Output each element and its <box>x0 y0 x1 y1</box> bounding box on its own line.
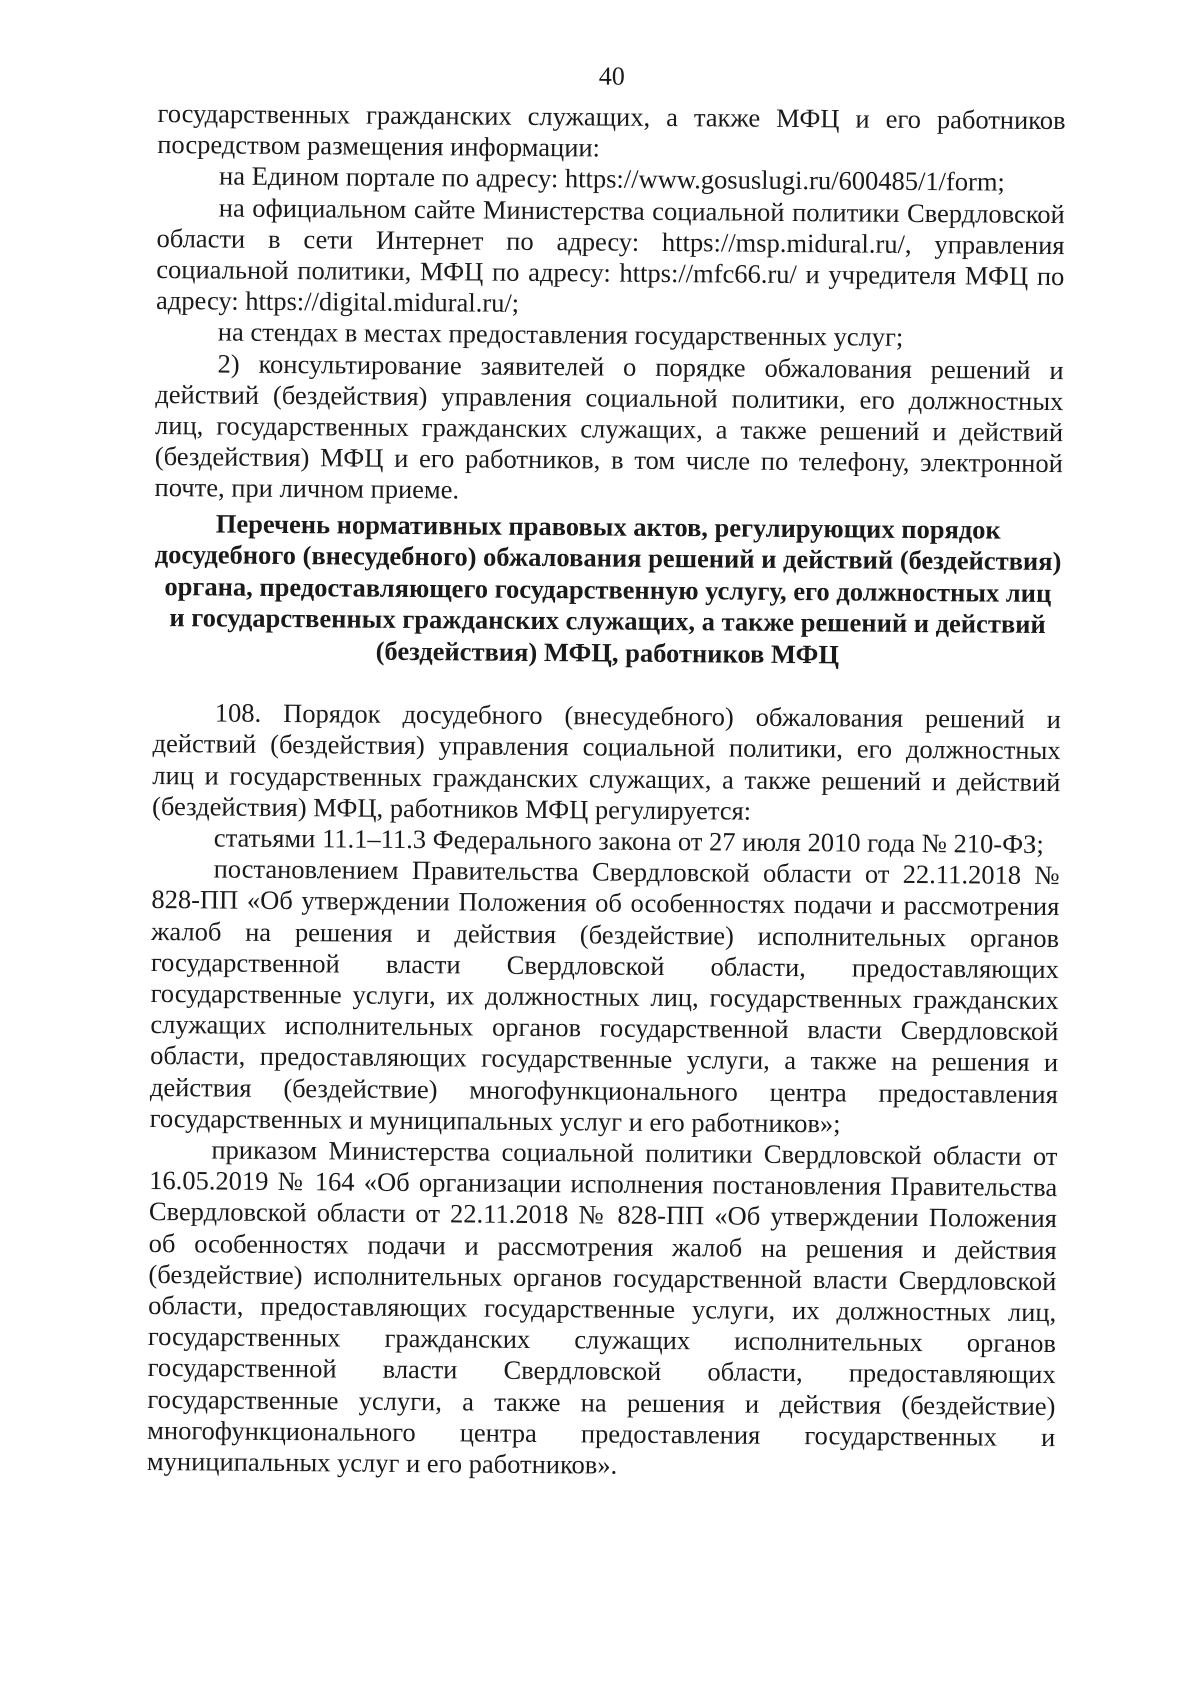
heading-line: досудебного (внесудебного) обжалования решений и действий (бездействия) <box>154 539 1062 577</box>
paragraph-official-site: на официальном сайте Министерства социальной политики Свердловской области в сети Интернет по адресу: https://msp.midural.ru/, управления социальной политики, МФЦ по адресу: https://mfc66.ru/ и учредителя МФЦ по адресу: https://digital.midural.ru/; <box>155 192 1065 319</box>
heading-line: Перечень нормативных правовых актов, регулирующих порядок <box>215 508 1001 545</box>
heading-line: и государственных гражданских служащих, а также решений и действий <box>169 602 1046 640</box>
page-number: 40 <box>598 61 625 91</box>
paragraph-order: приказом Министерства социальной политики Свердловской области от 16.05.2019 № 164 «Об организации исполнения постановления Правительства Свердловской области от 22.11.2018 № 828-ПП «Об утверждении Положения об особенностях подачи и рассмотрения жалоб на решения и действия (бездействие) исполнительных органов государственной власти Свердловской области, предоставляющих государственные услуги, их должностных лиц, государственных гражданских служащих исполнительных органов государственной власти Свердловской области, предоставляющих государственные услуги, а также на решения и действия (бездействие) многофункционального центра предоставления государственных и муниципальных услуг и его работников». <box>146 1134 1058 1480</box>
heading-line: органа, предоставляющего государственную услугу, его должностных лиц <box>164 570 1052 608</box>
bottom-section <box>147 697 1061 1484</box>
paragraph-resolution: постановлением Правительства Свердловской области от 22.11.2018 № 828-ПП «Об утверждении Положения об особенностях подачи и рассмотрения жалоб на решения и действия (бездействие) исполнительных органов государственной власти Свердловской области, предоставляющих государственные услуги, их должностных лиц, государственных гражданских служащих исполнительных органов государственной власти Свердловской области, предоставляющих государственные услуги, а также на решения и действия (бездействие) многофункционального центра предоставления государственных и муниципальных услуг и его работников»; <box>149 853 1060 1139</box>
paragraph-108: 108. Порядок досудебного (внесудебного) обжалования решений и действий (бездействия) управления социальной политики, его должностных лиц и государственных гражданских служащих, а также решений и действий (бездействия) МФЦ, работников МФЦ регулируется: <box>152 697 1061 826</box>
section-heading <box>153 508 1062 673</box>
paragraph-continuation: государственных гражданских служащих, а также МФЦ и его работников посредством размещения информации: <box>157 97 1066 163</box>
heading-line: (бездействия) МФЦ, работников МФЦ <box>375 635 840 670</box>
paragraph-gosuslugi: на Едином портале по адресу: https://www.gosuslugi.ru/600485/1/form; <box>218 160 1005 198</box>
document-page <box>147 58 1066 1484</box>
paragraph-stands: на стендах в местах предоставления государственных услуг; <box>217 316 904 353</box>
paragraph-federal-law: статьями 11.1–11.3 Федерального закона от 27 июля 2010 года № 210-ФЗ; <box>213 822 1044 859</box>
paragraph-consulting: 2) консультирование заявителей о порядке обжалования решений и действий (бездействия) управления социальной политики, его должностных лиц, государственных гражданских служащих, а также решений и действий (бездействия) МФЦ и его работников, в том числе по телефону, электронной почте, при личном приеме. <box>154 348 1064 505</box>
top-section <box>154 98 1065 511</box>
